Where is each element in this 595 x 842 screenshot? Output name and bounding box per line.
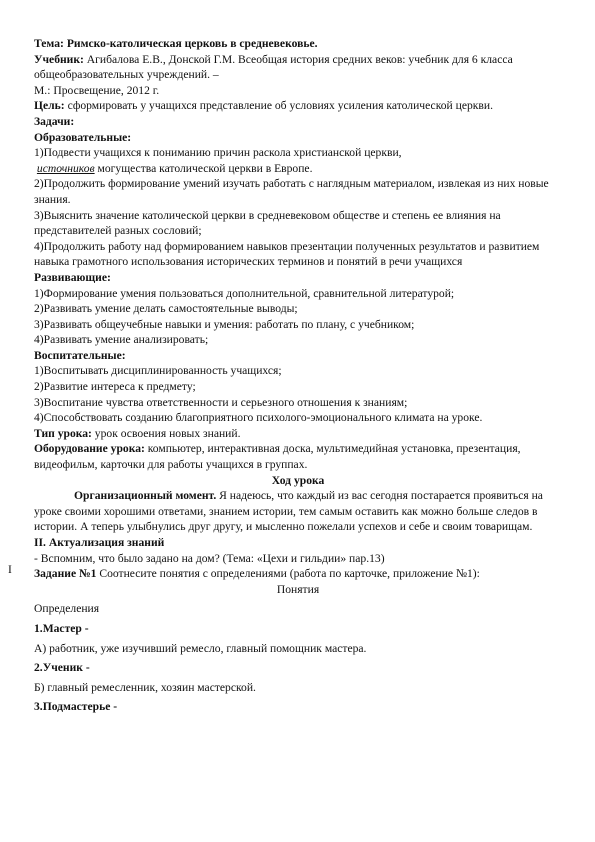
textbook-line xyxy=(34,52,562,83)
recall-line: - Вспомним, что было задано на дом? (Тема: «Цехи и гильдии» пар.13) xyxy=(34,551,385,565)
lesson-flow-heading: Ход урока xyxy=(271,473,325,487)
developing-item-2: 2)Развивать умение делать самостоятельные выводы; xyxy=(34,302,298,316)
equipment-value: компьютер, интерактивная доска, мультимедийная установка, презентация, видеофильм, карточки для работы учащихся в группах. xyxy=(34,442,521,472)
org-moment-text: Я надеюсь, что каждый из вас сегодня постарается проявиться на уроке своими хорошими ответами, знанием истории, тем самым оставить как можно больше следов в истории. А теперь улыбнулись друг другу, и мысленно пожелали успехов и себе и своим товарищам. xyxy=(34,489,543,534)
document-page xyxy=(34,36,562,715)
textbook-publisher: М.: Просвещение, 2012 г. xyxy=(34,83,160,97)
educational-heading: Образовательные: xyxy=(34,130,132,144)
task1-label: Задание №1 xyxy=(34,567,97,581)
goal-line xyxy=(34,98,562,114)
term-3: 3.Подмастерье - xyxy=(34,700,118,714)
equipment-line xyxy=(34,441,562,472)
task1-line xyxy=(34,566,562,582)
educational-item-1: 1)Подвести учащихся к пониманию причин раскола христианской церкви, xyxy=(34,146,402,160)
upbringing-item-1: 1)Воспитывать дисциплинированность учащихся; xyxy=(34,364,282,378)
tasks-heading: Задачи: xyxy=(34,114,75,128)
educational-item-1-cont-text: могущества католической церкви в Европе. xyxy=(94,161,313,175)
term-1: 1.Мастер - xyxy=(34,621,89,635)
section-marker: I xyxy=(8,563,12,576)
term-2: 2.Ученик - xyxy=(34,661,90,675)
textbook-label: Учебник: xyxy=(34,52,84,66)
equipment-label: Оборудование урока: xyxy=(34,442,145,456)
org-moment-paragraph xyxy=(34,488,562,535)
topic-label: Тема: xyxy=(34,37,64,50)
section2-heading: II. Актуализация знаний xyxy=(34,536,165,549)
goal-value: сформировать у учащихся представление об условиях усиления католической церкви. xyxy=(64,99,493,113)
educational-item-2: 2)Продолжить формирование умений изучать работать с наглядным материалом, извлекая из них новые знания. xyxy=(34,177,549,206)
upbringing-item-2: 2)Развитие интереса к предмету; xyxy=(34,380,196,394)
definitions-heading: Определения xyxy=(34,602,100,616)
developing-item-4: 4)Развивать умение анализировать; xyxy=(34,333,209,347)
educational-item-3: 3)Выяснить значение католической церкви в средневековом обществе и степень ее влияния на представителей разных сословий; xyxy=(34,208,501,238)
lesson-type-value: урок освоения новых знаний. xyxy=(91,426,241,440)
developing-item-3: 3)Развивать общеучебные навыки и умения: работать по плану, с учебником; xyxy=(34,317,415,331)
upbringing-item-3: 3)Воспитание чувства ответственности и серьезного отношения к знаниям; xyxy=(34,395,408,409)
textbook-value: Агибалова Е.В., Донской Г.М. Всеобщая история средних веков: учебник для 6 класса общеобразовательных учреждений. – xyxy=(34,52,513,82)
definition-b: Б) главный ремесленник, хозяин мастерской. xyxy=(34,680,256,694)
topic-value: Римско-католическая церковь в средневековье. xyxy=(63,37,318,50)
developing-item-1: 1)Формирование умения пользоваться дополнительной, сравнительной литературой; xyxy=(34,286,455,300)
educational-item-1-cont xyxy=(34,161,562,177)
goal-label: Цель: xyxy=(34,99,65,113)
definition-a: А) работник, уже изучивший ремесло, главный помощник мастера. xyxy=(34,641,367,655)
org-moment-label: Организационный момент. xyxy=(74,489,217,503)
concepts-heading: Понятия xyxy=(276,582,320,596)
sources-word: источников xyxy=(36,161,95,175)
educational-item-4: 4)Продолжить работу над формированием навыков презентации полученных результатов и развитием навыка грамотного использования исторических терминов и понятий в речи учащихся xyxy=(34,239,540,269)
lesson-type-label: Тип урока: xyxy=(34,426,92,440)
upbringing-item-4: 4)Способствовать созданию благоприятного психолого-эмоционального климата на уроке. xyxy=(34,411,483,425)
topic-line xyxy=(34,36,562,52)
developing-heading: Развивающие: xyxy=(34,270,111,284)
lesson-type-line xyxy=(34,426,562,442)
task1-text: Соотнесите понятия с определениями (работа по карточке, приложение №1): xyxy=(96,567,480,581)
upbringing-heading: Воспитательные: xyxy=(34,348,126,362)
